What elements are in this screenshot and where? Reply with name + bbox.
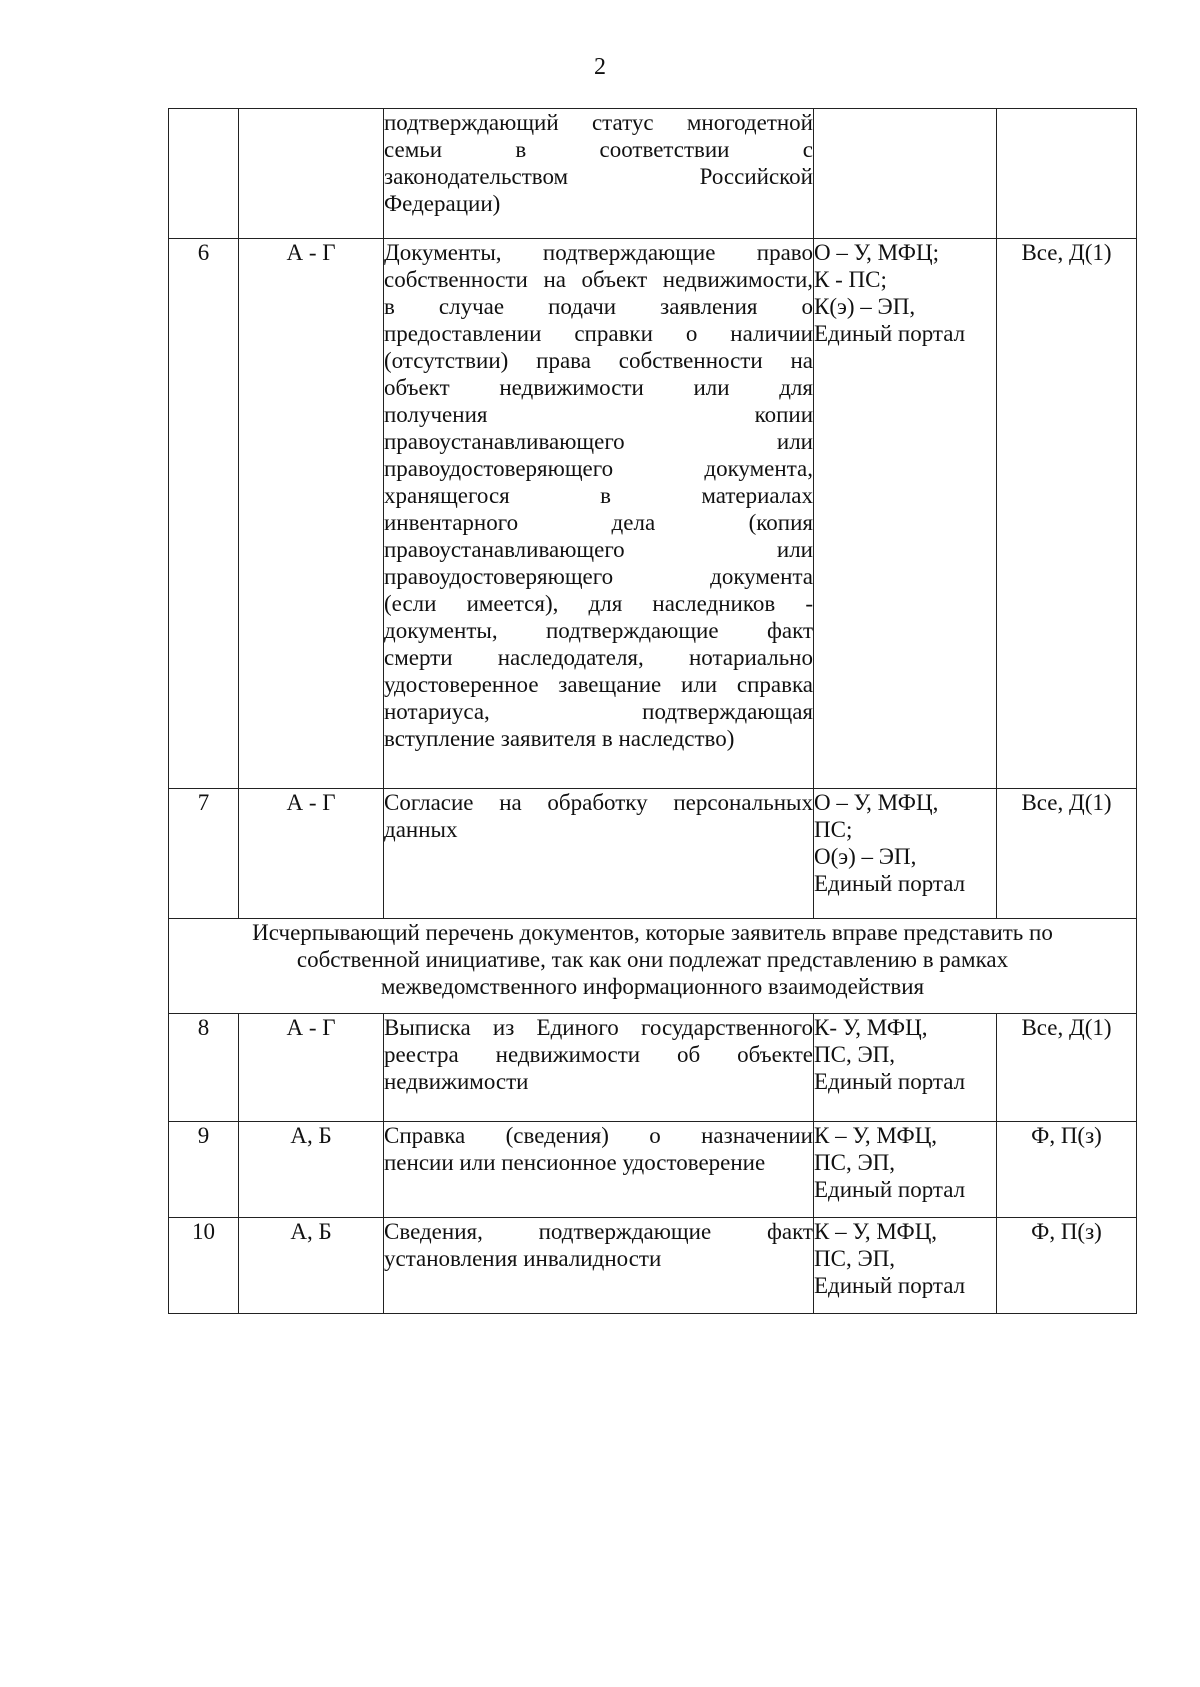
- submission-method-line: Единый портал: [814, 321, 966, 346]
- row-number: 10: [169, 1218, 239, 1314]
- row-number: 6: [169, 239, 239, 789]
- row-number: 7: [169, 789, 239, 919]
- submission-method-line: К – У, МФЦ,: [814, 1123, 938, 1148]
- description-line: правоудостоверяющего документа,: [384, 456, 813, 481]
- description-line: Документы, подтверждающие право: [384, 240, 813, 265]
- submission-method-line: К(э) – ЭП,: [814, 294, 916, 319]
- row-number: 9: [169, 1122, 239, 1218]
- description-line: хранящегося в материалах: [384, 483, 813, 508]
- applicant-category: А, Б: [239, 1218, 384, 1314]
- table-row: [169, 1122, 1137, 1218]
- description-line: правоудостоверяющего документа: [384, 564, 813, 589]
- document-description: [384, 789, 814, 919]
- table-row: [169, 1014, 1137, 1122]
- table-row: [169, 239, 1137, 789]
- submission-method: [814, 1218, 997, 1314]
- section-heading: [169, 919, 1137, 1014]
- description-line: Справка (сведения) о назначении: [384, 1123, 813, 1148]
- description-line: пенсии или пенсионное удостоверение: [384, 1150, 766, 1175]
- submission-method-line: О – У, МФЦ,: [814, 790, 939, 815]
- description-line: документы, подтверждающие факт: [384, 618, 813, 643]
- description-line: установления инвалидности: [384, 1246, 662, 1271]
- documents-table: [168, 108, 1137, 1314]
- description-line: удостоверенное завещание или справка: [384, 672, 813, 697]
- document-description: [384, 109, 814, 239]
- table-body-bottom: [169, 1014, 1137, 1314]
- applicant-group: Все, Д(1): [997, 789, 1137, 919]
- document-description: [384, 1218, 814, 1314]
- description-line: вступление заявителя в наследство): [384, 726, 735, 751]
- description-line: недвижимости: [384, 1069, 529, 1094]
- applicant-group: Все, Д(1): [997, 239, 1137, 789]
- submission-method-line: Единый портал: [814, 1177, 966, 1202]
- description-line: семьи в соответствии с: [384, 137, 813, 162]
- submission-method-line: Единый портал: [814, 871, 966, 896]
- description-line: нотариуса, подтверждающая: [384, 699, 813, 724]
- section-heading-line: межведомственного информационного взаимодействия: [380, 974, 925, 999]
- description-line: реестра недвижимости об объекте: [384, 1042, 813, 1067]
- table-row: [169, 1218, 1137, 1314]
- row-number: 8: [169, 1014, 239, 1122]
- description-line: правоустанавливающего или: [384, 537, 813, 562]
- table-body-top: [169, 109, 1137, 919]
- applicant-category: А - Г: [239, 789, 384, 919]
- applicant-group: Ф, П(з): [997, 1122, 1137, 1218]
- description-line: (отсутствии) права собственности на: [384, 348, 813, 373]
- description-line: правоустанавливающего или: [384, 429, 813, 454]
- submission-method: [814, 239, 997, 789]
- submission-method-line: ПС, ЭП,: [814, 1042, 895, 1067]
- description-line: данных: [384, 817, 458, 842]
- applicant-category: А - Г: [239, 1014, 384, 1122]
- row-number: [169, 109, 239, 239]
- document-description: [384, 239, 814, 789]
- description-line: (если имеется), для наследников -: [384, 591, 813, 616]
- submission-method-line: ПС, ЭП,: [814, 1246, 895, 1271]
- applicant-group: Ф, П(з): [997, 1218, 1137, 1314]
- table-row: [169, 789, 1137, 919]
- description-line: получения копии: [384, 402, 813, 427]
- submission-method-line: ПС;: [814, 817, 853, 842]
- description-line: объект недвижимости или для: [384, 375, 813, 400]
- submission-method: [814, 1122, 997, 1218]
- submission-method-line: Единый портал: [814, 1273, 966, 1298]
- submission-method-line: К - ПС;: [814, 267, 887, 292]
- submission-method-line: Единый портал: [814, 1069, 966, 1094]
- submission-method-line: О(э) – ЭП,: [814, 844, 917, 869]
- submission-method-line: К- У, МФЦ,: [814, 1015, 928, 1040]
- applicant-category: А, Б: [239, 1122, 384, 1218]
- table-row: [169, 109, 1137, 239]
- section-heading-line: Исчерпывающий перечень документов, которые заявитель вправе представить по: [252, 920, 1053, 945]
- section-heading-row: [169, 919, 1137, 1014]
- submission-method-line: К – У, МФЦ,: [814, 1219, 938, 1244]
- description-line: инвентарного дела (копия: [384, 510, 813, 535]
- submission-method: [814, 789, 997, 919]
- submission-method: [814, 109, 997, 239]
- applicant-group: [997, 109, 1137, 239]
- description-line: Согласие на обработку персональных: [384, 790, 813, 815]
- description-line: смерти наследодателя, нотариально: [384, 645, 813, 670]
- submission-method: [814, 1014, 997, 1122]
- section-heading-line: собственной инициативе, так как они подлежат представлению в рамках: [296, 947, 1009, 972]
- description-line: предоставлении справки о наличии: [384, 321, 813, 346]
- table-section: [169, 919, 1137, 1014]
- applicant-category: А - Г: [239, 239, 384, 789]
- submission-method-line: О – У, МФЦ;: [814, 240, 939, 265]
- document-description: [384, 1122, 814, 1218]
- applicant-category: [239, 109, 384, 239]
- document-description: [384, 1014, 814, 1122]
- description-line: законодательством Российской: [384, 164, 813, 189]
- description-line: Выписка из Единого государственного: [384, 1015, 813, 1040]
- submission-method-line: ПС, ЭП,: [814, 1150, 895, 1175]
- description-line: подтверждающий статус многодетной: [384, 110, 813, 135]
- applicant-group: Все, Д(1): [997, 1014, 1137, 1122]
- page-number: 2: [594, 54, 606, 80]
- description-line: собственности на объект недвижимости,: [384, 267, 813, 292]
- description-line: Сведения, подтверждающие факт: [384, 1219, 813, 1244]
- description-line: Федерации): [384, 191, 501, 216]
- description-line: в случае подачи заявления о: [384, 294, 813, 319]
